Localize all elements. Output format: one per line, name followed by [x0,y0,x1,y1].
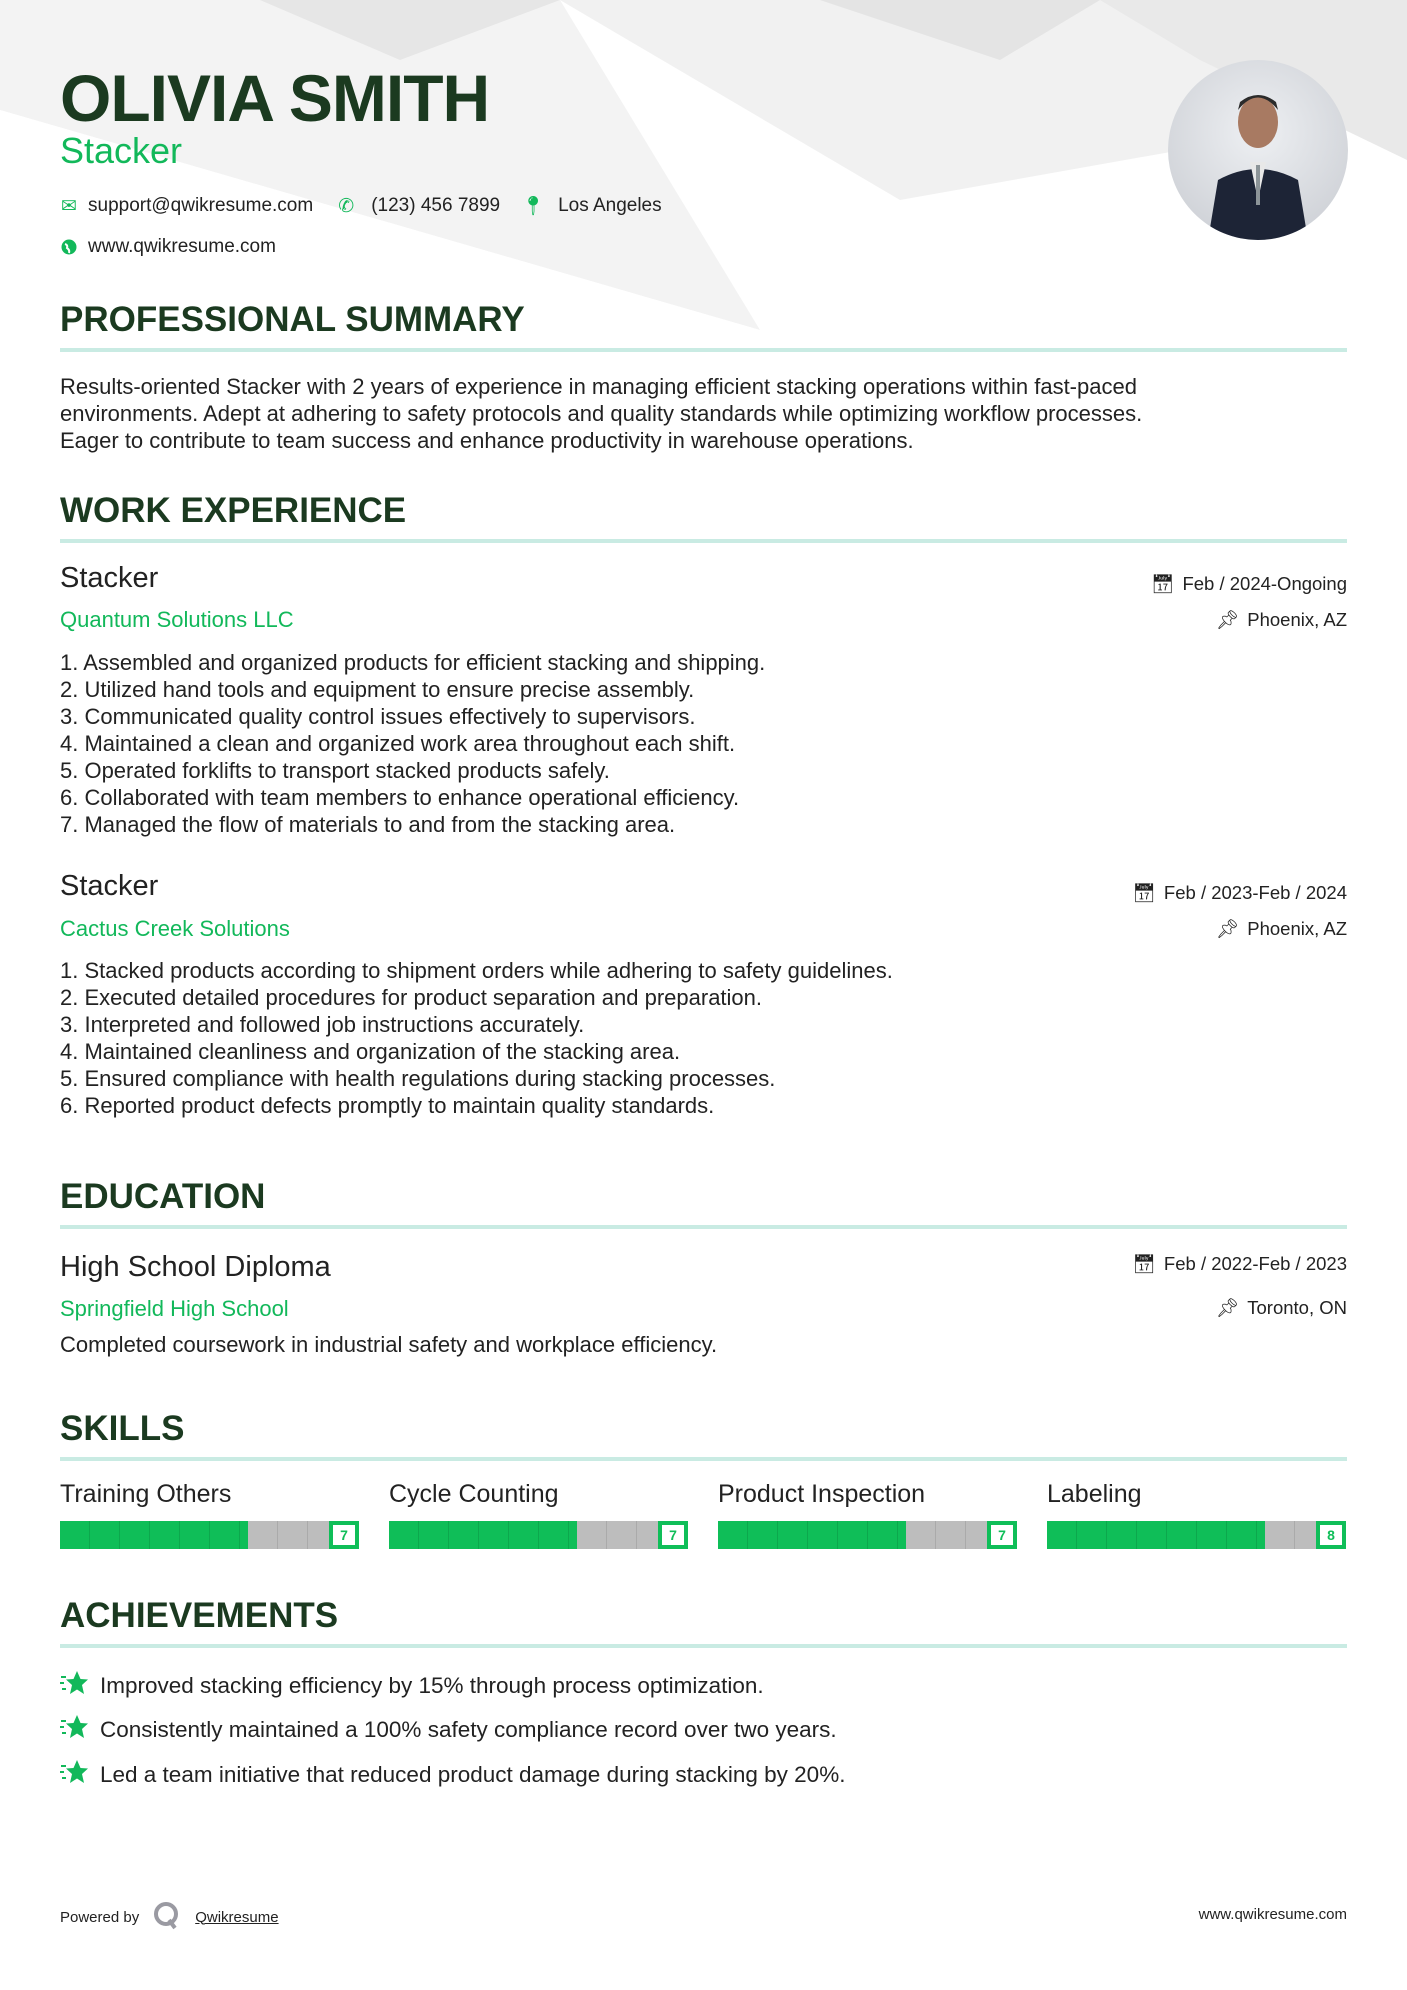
bullet: 3. Interpreted and followed job instructions accurately. [60,1012,585,1037]
job-bullets [60,957,893,1119]
skill-empty [248,1521,329,1549]
footer-powered [60,1900,279,1934]
skill-name: Labeling [1047,1480,1142,1508]
skill-fill [60,1521,248,1549]
bullet: 7. Managed the flow of materials to and from the stacking area. [60,812,676,837]
star-icon [60,1670,88,1702]
achievement-text: Improved stacking efficiency by 15% through process optimization. [100,1673,764,1698]
experience-heading: WORK EXPERIENCE [60,491,1347,543]
summary-line: environments. Adept at adhering to safety protocols and quality standards while optimizing workflow processes. [60,401,1143,426]
bullet: 2. Utilized hand tools and equipment to ensure precise assembly. [60,677,695,702]
bullet: 5. Operated forklifts to transport stacked products safely. [60,758,610,783]
achievement-text: Consistently maintained a 100% safety compliance record over two years. [100,1717,837,1742]
dates-text: Feb / 2022-Feb / 2023 [1163,1253,1347,1274]
skill-item [718,1480,1017,1549]
skill-level-bar [60,1521,359,1549]
degree: High School Diploma [60,1251,331,1283]
bullet: 1. Assembled and organized products for efficient stacking and shipping. [60,650,766,675]
skill-fill [389,1521,577,1549]
star-icon [60,1759,88,1791]
skill-empty [906,1521,987,1549]
location-text: Toronto, ON [1247,1297,1347,1318]
job-dates [1151,573,1347,595]
skill-level: 7 [658,1521,688,1549]
skills-list [60,1480,1346,1549]
location: Los Angeles [558,195,662,216]
profile-photo [1168,60,1348,240]
star-icon [60,1714,88,1746]
skill-level: 8 [1316,1521,1346,1549]
skill-level-bar [718,1521,1017,1549]
achievement-text: Led a team initiative that reduced product damage during stacking by 20%. [100,1762,846,1787]
phone: (123) 456 7899 [371,195,501,216]
calendar-icon: 📅︎ [1132,882,1156,903]
brand-link[interactable]: Qwikresume [195,1908,279,1926]
calendar-icon: 📅︎ [1150,573,1175,594]
location-text: Phoenix, AZ [1247,918,1347,939]
bullet: 3. Communicated quality control issues effectively to supervisors. [60,704,696,729]
bullet: 4. Maintained cleanliness and organization of the stacking area. [60,1039,681,1064]
skill-level: 7 [329,1521,359,1549]
bullet: 6. Collaborated with team members to enhance operational efficiency. [60,785,740,810]
skill-name: Product Inspection [718,1480,926,1508]
qwikresume-logo-icon [153,1900,181,1934]
education-dates [1132,1253,1347,1275]
dates-text: Feb / 2024-Ongoing [1182,573,1347,594]
achievement-item [60,1714,837,1746]
contact-row [60,194,662,218]
bullet: 2. Executed detailed procedures for product separation and preparation. [60,985,763,1010]
globe-icon [60,239,78,255]
location-text: Phoenix, AZ [1247,609,1347,630]
skill-empty [1265,1521,1316,1549]
phone-icon: ✆ [338,195,355,217]
pushpin-icon: 📌︎ [1215,1297,1240,1318]
job-bullets [60,649,765,838]
skill-item [1047,1480,1346,1549]
summary-line: Eager to contribute to team success and enhance productivity in warehouse operations. [60,428,914,453]
company-name: Quantum Solutions LLC [60,607,294,632]
skill-fill [718,1521,906,1549]
bullet: 6. Reported product defects promptly to maintain quality standards. [60,1093,715,1118]
footer-website[interactable]: www.qwikresume.com [1198,1906,1347,1923]
dates-text: Feb / 2023-Feb / 2024 [1163,882,1347,903]
map-marker-icon: 📍︎ [521,196,546,217]
candidate-name: OLIVIA SMITH [60,61,490,135]
skill-level: 7 [987,1521,1017,1549]
skill-level-bar [1047,1521,1346,1549]
education-location [1216,1297,1347,1319]
achievement-item [60,1670,764,1702]
school-name: Springfield High School [60,1296,289,1321]
skills-heading: SKILLS [60,1409,1347,1461]
summary-heading: PROFESSIONAL SUMMARY [60,300,1347,352]
envelope-icon: ✉ [61,195,77,217]
achievements-heading: ACHIEVEMENTS [60,1596,1347,1648]
bullet: 5. Ensured compliance with health regulations during stacking processes. [60,1066,776,1091]
website-row [60,236,276,258]
job-location [1216,609,1347,631]
skill-fill [1047,1521,1265,1549]
pushpin-icon: 📌︎ [1215,918,1240,939]
skill-item [389,1480,688,1549]
powered-by-label: Powered by [60,1908,140,1926]
job-title: Stacker [60,562,159,594]
skill-empty [577,1521,658,1549]
summary-text [60,373,1347,454]
education-heading: EDUCATION [60,1177,1347,1229]
bullet: 1. Stacked products according to shipment orders while adhering to safety guidelines. [60,958,893,983]
company-name: Cactus Creek Solutions [60,916,290,941]
skill-name: Cycle Counting [389,1480,559,1508]
bullet: 4. Maintained a clean and organized work area throughout each shift. [60,731,736,756]
job-dates [1132,882,1347,904]
job-title: Stacker [60,870,159,902]
achievement-item [60,1759,845,1791]
website[interactable]: www.qwikresume.com [88,236,276,257]
skill-level-bar [389,1521,688,1549]
pushpin-icon: 📌︎ [1215,609,1240,630]
summary-line: Results-oriented Stacker with 2 years of experience in managing efficient stacking operations within fast-paced [60,374,1137,399]
calendar-icon: 📅︎ [1132,1253,1156,1274]
email[interactable]: support@qwikresume.com [88,195,314,216]
candidate-title: Stacker [60,130,183,171]
education-description: Completed coursework in industrial safety and workplace efficiency. [60,1332,718,1357]
job-location [1216,918,1347,940]
skill-name: Training Others [60,1480,232,1508]
skill-item [60,1480,359,1549]
